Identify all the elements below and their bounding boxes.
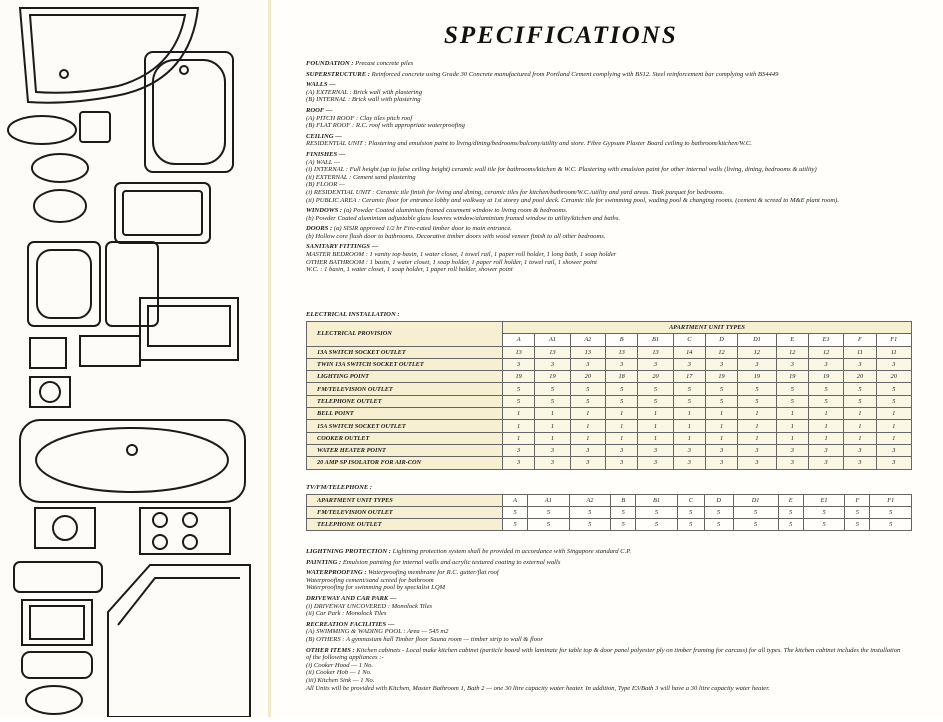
table-cell: 5 <box>611 507 636 519</box>
table-cell: 1 <box>638 420 673 432</box>
unit-type-header: F <box>845 495 870 507</box>
fixtures-illustration-panel <box>0 0 271 717</box>
table-cell: 12 <box>808 346 843 358</box>
table-cell: 1 <box>638 408 673 420</box>
table-cell: 20 <box>844 371 876 383</box>
table-cell: 19 <box>705 371 737 383</box>
table-cell: 3 <box>876 358 911 370</box>
sanitary-fixtures-drawing <box>0 0 265 717</box>
table-cell: 1 <box>535 408 570 420</box>
table-cell: 19 <box>808 371 843 383</box>
table-cell: 1 <box>844 432 876 444</box>
row-label: BELL POINT <box>307 408 503 420</box>
table-cell: 1 <box>705 420 737 432</box>
table-cell: 5 <box>636 519 677 531</box>
table-cell: 3 <box>638 358 673 370</box>
table-cell: 5 <box>673 383 705 395</box>
table-cell: 5 <box>535 383 570 395</box>
table-row <box>307 408 912 420</box>
table-row <box>307 420 912 432</box>
table-cell: 1 <box>535 420 570 432</box>
table-cell: 5 <box>677 507 704 519</box>
sofa-icon <box>14 562 102 592</box>
table-cell: 17 <box>673 371 705 383</box>
table-cell: 20 <box>876 371 911 383</box>
table-cell: 3 <box>738 444 776 456</box>
spec-line: (B) FLOOR — <box>306 181 345 189</box>
spec-line: MASTER BEDROOM : 1 vanity top basin, 1 water closet, 1 towel rail, 1 paper roll holder, 1 long bath, 1 soap holder <box>306 251 617 259</box>
table-cell: 1 <box>808 420 843 432</box>
table-cell: 3 <box>535 358 570 370</box>
table-row <box>307 395 912 407</box>
table-cell: 1 <box>535 432 570 444</box>
row-label: 15A SWITCH SOCKET OUTLET <box>307 420 503 432</box>
spec-line: SUPERSTRUCTURE : Reinforced concrete using Grade 30 Concrete manufactured from Portland Cement complying with BS12. Steel reinforcement bar complying with BS4449 <box>306 70 779 78</box>
unit-type-header: E <box>778 495 803 507</box>
table-cell: 3 <box>535 457 570 469</box>
table-cell: 3 <box>844 358 876 370</box>
table-cell: 11 <box>844 346 876 358</box>
unit-type-header: F <box>844 334 876 346</box>
table-cell: 3 <box>503 358 535 370</box>
spec-line: FINISHES — <box>306 150 346 158</box>
table-cell: 5 <box>503 519 528 531</box>
table-cell: 3 <box>844 457 876 469</box>
table-cell: 5 <box>778 519 803 531</box>
table-cell: 3 <box>705 457 737 469</box>
table-row <box>307 444 912 456</box>
table-cell: 5 <box>569 519 610 531</box>
specs-top <box>306 60 906 274</box>
spec-line: LIGHTNING PROTECTION : Lightning protection system shall be provided in accordance with Singapore standard C.P. <box>306 548 632 555</box>
table-cell: 13 <box>503 346 535 358</box>
table-cell: 1 <box>606 408 638 420</box>
table-cell: 5 <box>844 383 876 395</box>
table-cell: 3 <box>876 444 911 456</box>
table-cell: 1 <box>570 420 605 432</box>
electrical-section-label: ELECTRICAL INSTALLATION : <box>306 311 400 318</box>
table-cell: 5 <box>803 519 844 531</box>
unit-type-header: A1 <box>528 495 569 507</box>
spec-line: (A) PITCH ROOF : Clay tiles pitch roof <box>306 114 413 122</box>
unit-type-header: A1 <box>535 334 570 346</box>
table-cell: 1 <box>705 432 737 444</box>
table-cell: 12 <box>705 346 737 358</box>
table-cell: 1 <box>673 408 705 420</box>
table-row <box>307 519 912 531</box>
table-cell: 5 <box>876 395 911 407</box>
table-cell: 3 <box>638 457 673 469</box>
table-cell: 13 <box>535 346 570 358</box>
table-cell: 3 <box>570 358 605 370</box>
unit-type-header: F1 <box>876 334 911 346</box>
electrical-table <box>306 321 912 470</box>
table-cell: 5 <box>776 395 808 407</box>
unit-type-header: C <box>673 334 705 346</box>
cabinet-icon <box>140 298 238 360</box>
table-cell: 1 <box>738 420 776 432</box>
unit-type-header: B <box>606 334 638 346</box>
table-cell: 3 <box>808 457 843 469</box>
bath-small-icon <box>28 242 100 326</box>
spec-line: CEILING — <box>306 132 342 140</box>
spec-line: Waterproofing cement/sand screed for bathroom <box>306 576 434 584</box>
table-cell: 5 <box>503 507 528 519</box>
spec-line: OTHER BATHROOM : 1 basin, 1 water closet, 1 soap holder, 1 paper roll holder, 1 towel rail, 1 shower point <box>306 258 597 266</box>
row-label: FM/TELEVISION OUTLET <box>307 507 503 519</box>
table-cell: 5 <box>733 519 778 531</box>
table-cell: 5 <box>876 383 911 395</box>
table-cell: 5 <box>569 507 610 519</box>
spec-line: WALLS — <box>306 81 336 89</box>
table-cell: 1 <box>503 408 535 420</box>
spec-line: (A) WALL — <box>306 158 340 166</box>
tv-header-label: APARTMENT UNIT TYPES <box>307 495 503 507</box>
spec-line: WATERPROOFING : Waterproofing membrane for R.C. gutter/flat roof <box>306 569 499 577</box>
table-cell: 1 <box>705 408 737 420</box>
spec-line: DOORS : (a) SISIR approved 1/2 hr Fire-rated timber door to main entrance. <box>306 225 512 233</box>
table-cell: 18 <box>606 371 638 383</box>
table-cell: 5 <box>808 383 843 395</box>
row-label: TELEPHONE OUTLET <box>307 395 503 407</box>
oven-icon <box>35 508 95 548</box>
table-cell: 5 <box>606 383 638 395</box>
spec-line: (b) Hollow core flush door to bathrooms. Decorative timber doors with wood veneer finish to all other bedrooms. <box>306 232 606 240</box>
table-cell: 1 <box>808 432 843 444</box>
table-cell: 3 <box>776 444 808 456</box>
table-cell: 5 <box>535 395 570 407</box>
tv-table <box>306 494 912 531</box>
row-label: WATER HEATER POINT <box>307 444 503 456</box>
table-cell: 1 <box>503 420 535 432</box>
table-cell: 1 <box>844 408 876 420</box>
table-cell: 5 <box>570 395 605 407</box>
table-cell: 5 <box>870 507 912 519</box>
table-row <box>307 457 912 469</box>
table-cell: 5 <box>845 507 870 519</box>
table-cell: 5 <box>528 507 569 519</box>
table-cell: 1 <box>876 408 911 420</box>
unit-type-header: E1 <box>808 334 843 346</box>
table-cell: 3 <box>570 444 605 456</box>
tv-section-label: TV/FM/TELEPHONE : <box>306 484 373 491</box>
table-cell: 20 <box>570 371 605 383</box>
spec-line: (ii) Car Park : Monolock Tiles <box>306 610 387 618</box>
spec-line: (A) EXTERNAL : Brick wall with plastering <box>306 88 422 96</box>
unit-type-header: D1 <box>733 495 778 507</box>
unit-types-header: APARTMENT UNIT TYPES <box>503 322 912 334</box>
spec-line: RECREATION FACILITIES — <box>306 620 395 628</box>
basin-icon <box>32 154 88 182</box>
table-cell: 13 <box>638 346 673 358</box>
table-cell: 3 <box>738 358 776 370</box>
table-cell: 20 <box>638 371 673 383</box>
table-cell: 5 <box>704 519 733 531</box>
bed-icon <box>108 565 250 717</box>
table-cell: 1 <box>876 420 911 432</box>
electrical-corner-label: ELECTRICAL PROVISION <box>307 322 503 347</box>
table-cell: 1 <box>844 420 876 432</box>
row-label: TELEPHONE OUTLET <box>307 519 503 531</box>
table-cell: 3 <box>808 358 843 370</box>
table-cell: 5 <box>638 395 673 407</box>
spec-line: (iii) Kitchen Sink — 1 No. <box>306 676 375 684</box>
table-cell: 3 <box>673 444 705 456</box>
table-cell: 1 <box>606 432 638 444</box>
table-cell: 14 <box>673 346 705 358</box>
spec-line: (B) INTERNAL : Brick wall with plastering <box>306 96 421 104</box>
table-cell: 5 <box>738 395 776 407</box>
row-label: 13A SWITCH SOCKET OUTLET <box>307 346 503 358</box>
table-cell: 5 <box>638 383 673 395</box>
table-cell: 3 <box>503 444 535 456</box>
unit-type-header: A <box>503 334 535 346</box>
spec-line: DRIVEWAY AND CAR PARK — <box>306 594 397 602</box>
table-cell: 13 <box>606 346 638 358</box>
row-label: COOKER OUTLET <box>307 432 503 444</box>
table-cell: 5 <box>870 519 912 531</box>
spec-line: SANITARY FITTINGS — <box>306 243 379 251</box>
table-cell: 1 <box>776 432 808 444</box>
spec-line: (b) Powder Coated aluminium adjustable glass louvres window/aluminium framed window to utility/kitchen and baths. <box>306 214 621 222</box>
spec-line: All Units will be provided with Kitchen, Master Bathroom 1, Bath 2 — one 30 litre capacity water heater. In addition, Type E3/Bath 3 will have a 30 litre capacity water heater. <box>306 684 770 692</box>
spec-line: (A) SWIMMING & WADING POOL : Area — 545 m2 <box>306 628 449 636</box>
table-cell: 13 <box>570 346 605 358</box>
unit-type-header: D1 <box>738 334 776 346</box>
table-cell: 3 <box>570 457 605 469</box>
spec-line: (i) Cooker Hood — 1 No. <box>306 661 374 669</box>
table-cell: 3 <box>808 444 843 456</box>
unit-type-header: B <box>611 495 636 507</box>
table-cell: 1 <box>808 408 843 420</box>
spec-line: (B) OTHERS : A gymnasium hall Timber floor Sauna room — timber strip to wall & floor <box>306 635 543 643</box>
table-cell: 12 <box>738 346 776 358</box>
spec-line: (i) DRIVEWAY UNCOVERED : Monolock Tiles <box>306 602 433 610</box>
table-cell: 1 <box>673 432 705 444</box>
table-cell: 1 <box>738 408 776 420</box>
table-row <box>307 358 912 370</box>
table-cell: 3 <box>705 358 737 370</box>
table-cell: 3 <box>606 444 638 456</box>
table-cell: 5 <box>738 383 776 395</box>
row-label: LIGHTING POINT <box>307 371 503 383</box>
unit-type-header: A2 <box>569 495 610 507</box>
table-cell: 3 <box>606 358 638 370</box>
spec-line: Waterproofing for swimming pool by specialist LQM <box>306 584 446 592</box>
table-cell: 3 <box>776 457 808 469</box>
table-cell: 1 <box>738 432 776 444</box>
table-cell: 1 <box>638 432 673 444</box>
table-cell: 19 <box>738 371 776 383</box>
table-cell: 3 <box>705 444 737 456</box>
table-cell: 3 <box>876 457 911 469</box>
table-cell: 1 <box>503 432 535 444</box>
table-cell: 19 <box>535 371 570 383</box>
table-cell: 5 <box>705 395 737 407</box>
spec-line: (ii) Cooker Hob — 1 No. <box>306 669 372 677</box>
table-cell: 5 <box>570 383 605 395</box>
table-cell: 1 <box>570 408 605 420</box>
table-row <box>307 432 912 444</box>
table-cell: 5 <box>606 395 638 407</box>
table-cell: 1 <box>570 432 605 444</box>
unit-type-header: B1 <box>636 495 677 507</box>
spec-line: (i) RESIDENTIAL UNIT : Ceramic tile finish for living and dining, ceramic tiles for kitchen/bathroom/W.C./utility and yard areas. Teak parquet for bedrooms. <box>306 188 725 196</box>
table-cell: 3 <box>776 358 808 370</box>
table-cell: 5 <box>611 519 636 531</box>
table-cell: 19 <box>503 371 535 383</box>
table-row <box>307 371 912 383</box>
spec-line: RESIDENTIAL UNIT : Plastering and emulsion paint to living/dining/bedrooms/balcony/utility and store. Fibre Gypsum Plaster Board ceiling to bathroom/kitchen/W.C. <box>306 140 752 148</box>
unit-type-header: A2 <box>570 334 605 346</box>
table-cell: 5 <box>705 383 737 395</box>
row-label: 20 AMP SP ISOLATOR FOR AIR-CON <box>307 457 503 469</box>
unit-type-header: C <box>677 495 704 507</box>
table-cell: 3 <box>673 358 705 370</box>
table-cell: 5 <box>673 395 705 407</box>
water-closet-icon <box>80 112 110 142</box>
table-cell: 3 <box>503 457 535 469</box>
unit-type-header: E1 <box>803 495 844 507</box>
table-cell: 3 <box>673 457 705 469</box>
unit-type-header: F1 <box>870 495 912 507</box>
spec-line: OTHER ITEMS : Kitchen cabinets - Local make kitchen cabinet (particle board with laminate for table top & door panel polyester ply on timber framing for carcass) for all types. The kitchen cabinet includes the installation of the following appliances :- <box>306 646 901 662</box>
table-cell: 12 <box>776 346 808 358</box>
unit-type-header: D <box>704 495 733 507</box>
table-cell: 3 <box>535 444 570 456</box>
table-cell: 5 <box>677 519 704 531</box>
table-cell: 3 <box>638 444 673 456</box>
table-cell: 19 <box>776 371 808 383</box>
table-cell: 5 <box>528 519 569 531</box>
unit-type-header: D <box>705 334 737 346</box>
table-cell: 1 <box>606 420 638 432</box>
spec-line: W.C. : 1 basin, 1 water closet, 1 soap holder, 1 paper roll holder, shower point <box>306 266 513 274</box>
table-row <box>307 507 912 519</box>
table-cell: 11 <box>876 346 911 358</box>
unit-type-header: A <box>503 495 528 507</box>
row-label: FM/TELEVISION OUTLET <box>307 383 503 395</box>
large-basin-icon <box>20 420 245 502</box>
table-cell: 5 <box>636 507 677 519</box>
table-cell: 5 <box>808 395 843 407</box>
table-cell: 5 <box>503 395 535 407</box>
table-cell: 1 <box>776 420 808 432</box>
spec-line: ROOF — <box>306 106 333 114</box>
table-row <box>307 346 912 358</box>
table-cell: 5 <box>844 395 876 407</box>
table-cell: 5 <box>704 507 733 519</box>
table-cell: 1 <box>673 420 705 432</box>
spec-line: (B) FLAT ROOF : R.C. roof with appropriate waterproofing <box>306 122 465 130</box>
specs-bottom <box>306 548 906 692</box>
table-cell: 5 <box>503 383 535 395</box>
table-cell: 3 <box>606 457 638 469</box>
spec-line: PAINTING : Emulsion painting for internal walls and acrylic textured coating to external walls <box>306 558 561 566</box>
table-cell: 5 <box>778 507 803 519</box>
table-cell: 1 <box>876 432 911 444</box>
table-cell: 5 <box>845 519 870 531</box>
table-cell: 3 <box>844 444 876 456</box>
unit-type-header: E <box>776 334 808 346</box>
table-cell: 5 <box>803 507 844 519</box>
table-cell: 5 <box>776 383 808 395</box>
row-label: TWIN 13A SWITCH SOCKET OUTLET <box>307 358 503 370</box>
table-cell: 1 <box>776 408 808 420</box>
spec-line: (i) INTERNAL : Full height (up to false ceiling height) ceramic wall tile for bathrooms/kitchen & W.C. Plastering with emulsion paint for other internal walls (living, dining, bedrooms & utility) <box>306 166 817 174</box>
table-cell: 5 <box>733 507 778 519</box>
table-row <box>307 383 912 395</box>
unit-type-header: B1 <box>638 334 673 346</box>
spec-line: WINDOWS : (a) Powder Coated aluminium framed casement window to living room & bedrooms. <box>306 207 568 215</box>
page-title: SPECIFICATIONS <box>444 22 678 49</box>
spec-line: (ii) PUBLIC AREA : Ceramic floor for entrance lobby and walkway at 1st storey and pool deck. Ceramic tile for swimming pool, wading pool & changing rooms. (cement & screed to M&E plant room). <box>306 196 839 204</box>
spec-line: FOUNDATION : Precast concrete piles <box>306 60 414 67</box>
spec-line: (ii) EXTERNAL : Cement sand plastering <box>306 173 416 181</box>
table-cell: 3 <box>738 457 776 469</box>
